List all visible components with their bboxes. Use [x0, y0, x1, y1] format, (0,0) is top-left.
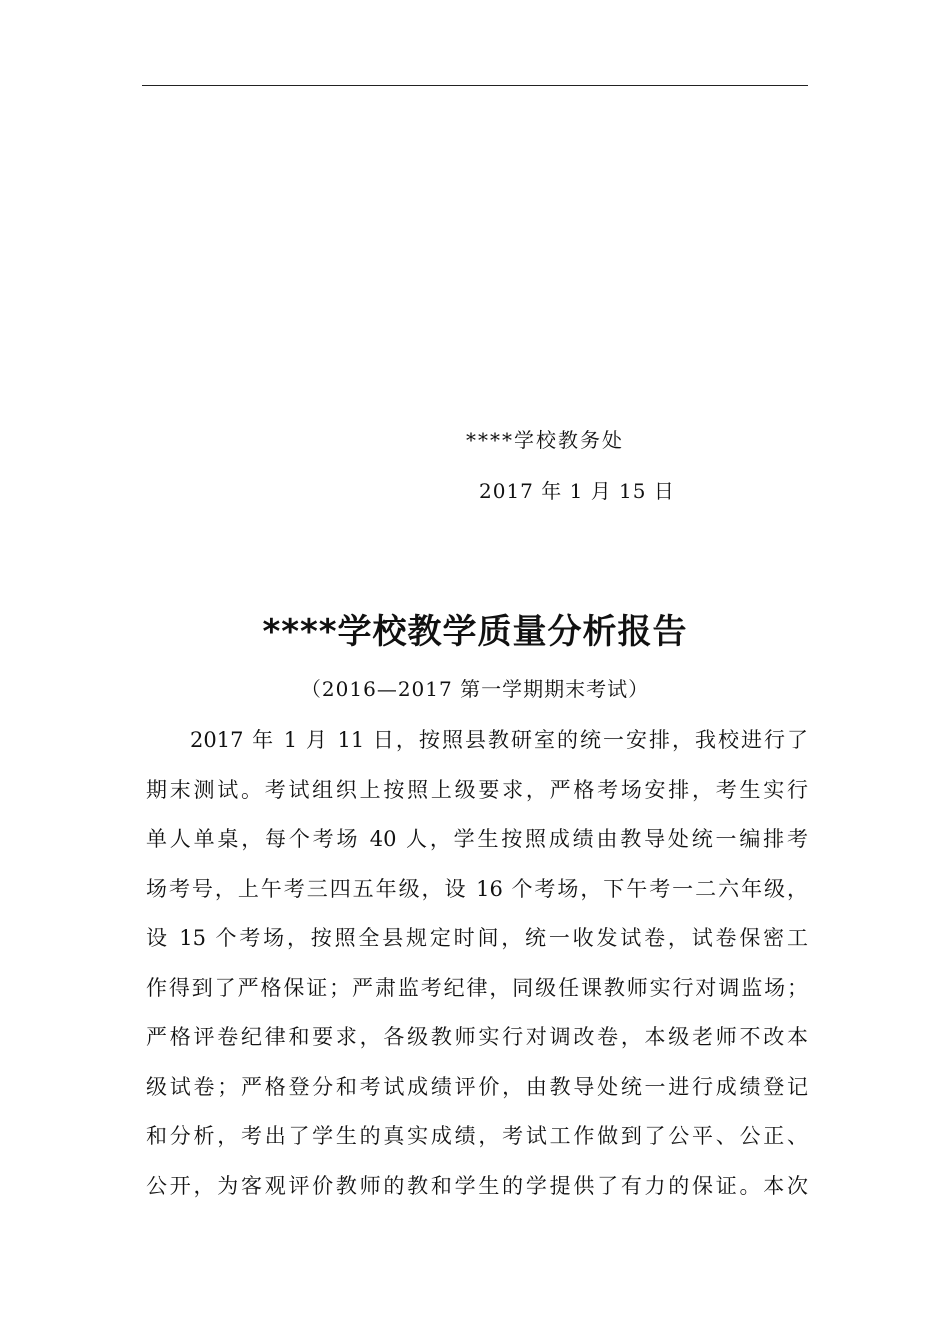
body-line: 单人单桌，每个考场 40 人，学生按照成绩由教导处统一编排考	[146, 827, 808, 851]
body-line: 严格评卷纪律和要求，各级教师实行对调改卷，本级老师不改本	[146, 1025, 808, 1049]
header-rule	[142, 85, 808, 86]
report-subtitle: （2016—2017 第一学期期末考试）	[300, 677, 650, 701]
body-line: 期末测试。考试组织上按照上级要求，严格考场安排，考生实行	[146, 777, 808, 802]
body-line: 级试卷；严格登分和考试成绩评价，由教导处统一进行成绩登记	[146, 1074, 808, 1099]
body-line: 2017 年 1 月 11 日，按照县教研室的统一安排，我校进行了	[190, 728, 808, 752]
body-line: 和分析，考出了学生的真实成绩，考试工作做到了公平、公正、	[146, 1124, 808, 1148]
report-body	[146, 720, 808, 1215]
body-line: 公开，为客观评价教师的教和学生的学提供了有力的保证。本次	[146, 1173, 808, 1198]
body-line: 设 15 个考场，按照全县规定时间，统一收发试卷，试卷保密工	[146, 926, 808, 950]
body-line: 场考号，上午考三四五年级，设 16 个考场，下午考一二六年级，	[146, 876, 808, 901]
signature-org: ****学校教务处	[466, 428, 624, 452]
report-title: ****学校教学质量分析报告	[262, 612, 688, 652]
signature-date: 2017 年 1 月 15 日	[479, 479, 675, 503]
body-line: 作得到了严格保证；严肃监考纪律，同级任课教师实行对调监场；	[146, 975, 808, 1000]
